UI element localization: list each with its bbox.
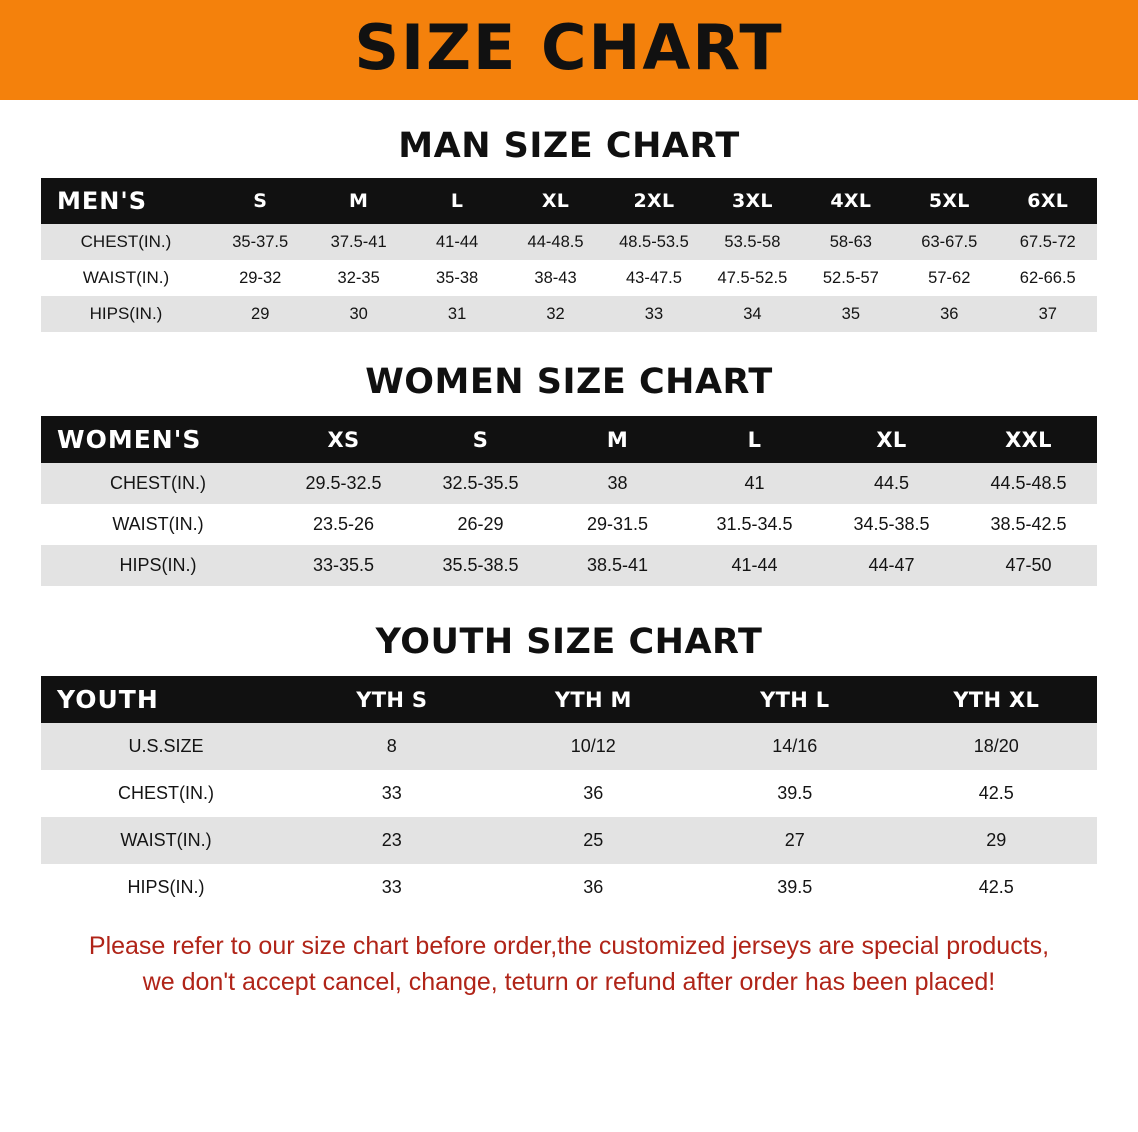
cell: 44-48.5 [506,224,604,260]
cell: 35.5-38.5 [412,545,549,586]
man-col-header: 3XL [703,178,801,224]
cell: 41 [686,463,823,504]
table-row [41,504,1097,545]
cell: 32 [506,296,604,332]
women-size-table-wrap [41,416,1097,586]
cell: 23 [291,817,493,864]
disclaimer-line-2: we don't accept cancel, change, teturn or refund after order has been placed! [142,967,996,996]
man-col-header: 6XL [999,178,1098,224]
row-label: HIPS(IN.) [41,296,211,332]
cell: 37.5-41 [309,224,407,260]
row-label: WAIST(IN.) [41,260,211,296]
women-col-header: S [412,416,549,463]
women-col-header: XXL [960,416,1097,463]
cell: 14/16 [694,723,896,770]
row-label: U.S.SIZE [41,723,291,770]
cell: 67.5-72 [999,224,1098,260]
table-row [41,545,1097,586]
women-col-header: XL [823,416,960,463]
women-col-header: XS [275,416,412,463]
cell: 10/12 [493,723,695,770]
youth-col-header: YTH S [291,676,493,723]
cell: 38 [549,463,686,504]
cell: 37 [999,296,1098,332]
youth-col-header: YTH L [694,676,896,723]
cell: 36 [493,864,695,911]
cell: 33 [291,864,493,911]
cell: 27 [694,817,896,864]
table-row [41,817,1097,864]
man-section-title: MAN SIZE CHART [398,126,740,166]
cell: 41-44 [686,545,823,586]
women-section-title: WOMEN SIZE CHART [365,362,773,402]
cell: 43-47.5 [605,260,703,296]
youth-size-table [41,676,1097,911]
women-col-header: L [686,416,823,463]
cell: 38.5-42.5 [960,504,1097,545]
row-label: HIPS(IN.) [41,864,291,911]
cell: 31.5-34.5 [686,504,823,545]
man-col-header: 4XL [802,178,900,224]
women-table-body [41,463,1097,586]
cell: 35 [802,296,900,332]
man-table-header [41,178,1097,224]
table-row [41,463,1097,504]
cell: 41-44 [408,224,506,260]
cell: 35-37.5 [211,224,309,260]
cell: 33 [605,296,703,332]
cell: 39.5 [694,770,896,817]
man-table-body [41,224,1097,332]
cell: 53.5-58 [703,224,801,260]
cell: 26-29 [412,504,549,545]
man-col-header: S [211,178,309,224]
cell: 34.5-38.5 [823,504,960,545]
youth-section-title: YOUTH SIZE CHART [375,622,763,662]
cell: 29 [211,296,309,332]
man-col-header: L [408,178,506,224]
row-label: HIPS(IN.) [41,545,275,586]
disclaimer-note [39,929,1099,1000]
women-table-header [41,416,1097,463]
cell: 29 [896,817,1098,864]
cell: 42.5 [896,770,1098,817]
table-header-row [41,676,1097,723]
women-size-table [41,416,1097,586]
cell: 32-35 [309,260,407,296]
cell: 23.5-26 [275,504,412,545]
youth-table-header [41,676,1097,723]
cell: 57-62 [900,260,998,296]
women-corner-label: WOMEN'S [41,416,275,463]
table-row [41,224,1097,260]
cell: 48.5-53.5 [605,224,703,260]
cell: 35-38 [408,260,506,296]
row-label: CHEST(IN.) [41,224,211,260]
page-title: SIZE CHART [354,11,784,84]
disclaimer-line-1: Please refer to our size chart before order,the customized jerseys are special products, [88,932,1050,960]
cell: 29-31.5 [549,504,686,545]
youth-col-header: YTH XL [896,676,1098,723]
row-label: CHEST(IN.) [41,463,275,504]
table-header-row [41,178,1097,224]
cell: 42.5 [896,864,1098,911]
cell: 32.5-35.5 [412,463,549,504]
cell: 58-63 [802,224,900,260]
cell: 44.5 [823,463,960,504]
cell: 62-66.5 [999,260,1098,296]
table-row [41,864,1097,911]
table-row [41,296,1097,332]
cell: 33 [291,770,493,817]
cell: 47.5-52.5 [703,260,801,296]
cell: 25 [493,817,695,864]
cell: 47-50 [960,545,1097,586]
man-corner-label: MEN'S [41,178,211,224]
cell: 30 [309,296,407,332]
cell: 63-67.5 [900,224,998,260]
table-row [41,723,1097,770]
man-col-header: 5XL [900,178,998,224]
cell: 44-47 [823,545,960,586]
youth-col-header: YTH M [493,676,695,723]
youth-size-table-wrap [41,676,1097,911]
row-label: WAIST(IN.) [41,504,275,545]
table-row [41,770,1097,817]
man-col-header: XL [506,178,604,224]
cell: 34 [703,296,801,332]
youth-table-body [41,723,1097,911]
cell: 29.5-32.5 [275,463,412,504]
cell: 38-43 [506,260,604,296]
cell: 29-32 [211,260,309,296]
cell: 36 [900,296,998,332]
man-size-table-wrap [41,178,1097,332]
cell: 18/20 [896,723,1098,770]
man-col-header: 2XL [605,178,703,224]
cell: 52.5-57 [802,260,900,296]
cell: 39.5 [694,864,896,911]
youth-corner-label: YOUTH [41,676,291,723]
cell: 36 [493,770,695,817]
table-header-row [41,416,1097,463]
man-size-table [41,178,1097,332]
row-label: CHEST(IN.) [41,770,291,817]
man-col-header: M [309,178,407,224]
cell: 33-35.5 [275,545,412,586]
cell: 44.5-48.5 [960,463,1097,504]
cell: 8 [291,723,493,770]
row-label: WAIST(IN.) [41,817,291,864]
page-banner [0,0,1138,100]
table-row [41,260,1097,296]
women-col-header: M [549,416,686,463]
cell: 38.5-41 [549,545,686,586]
cell: 31 [408,296,506,332]
